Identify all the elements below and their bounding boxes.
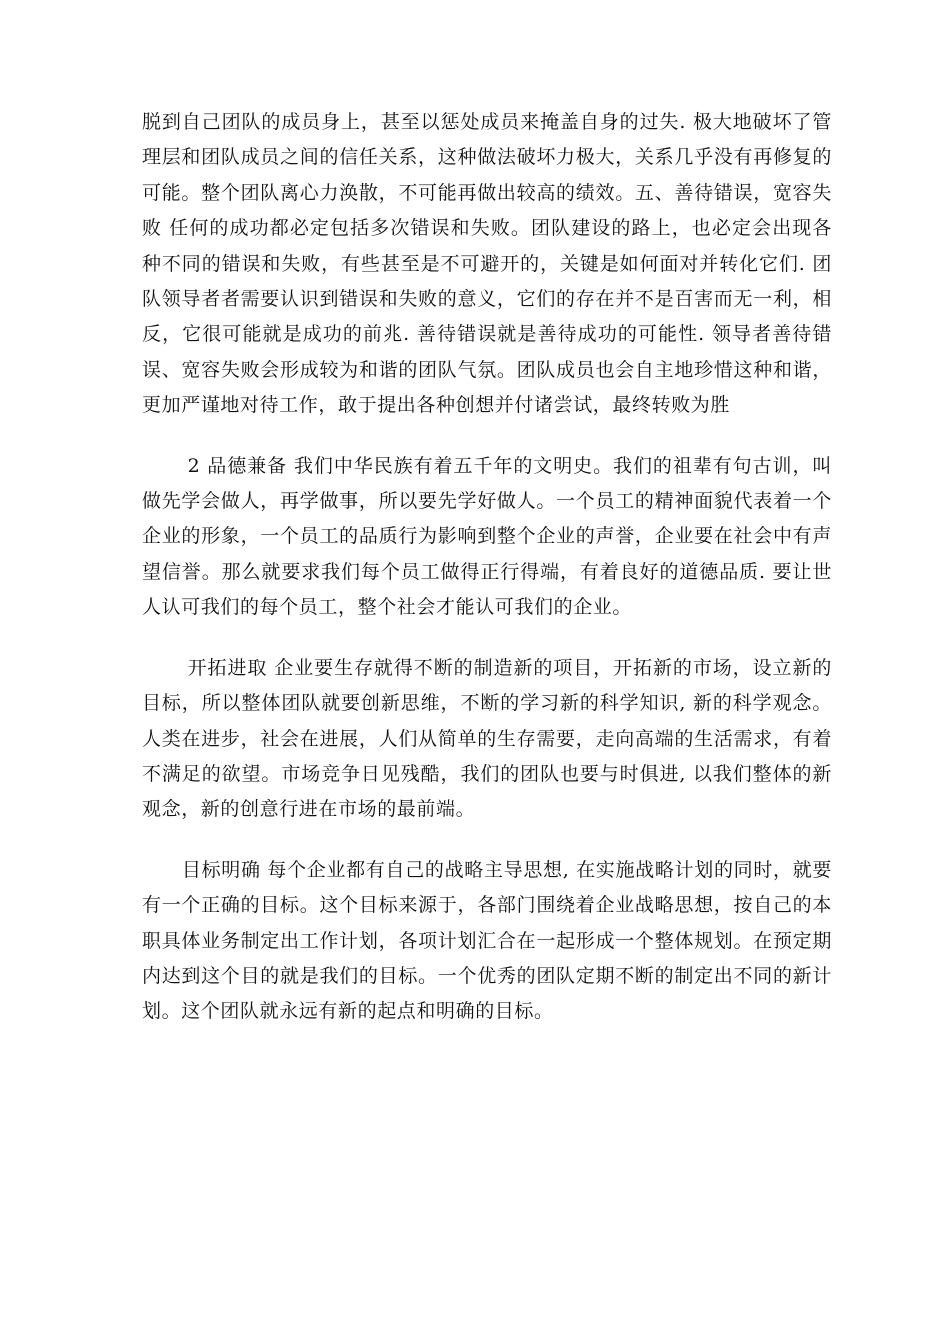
paragraph-moral-character: 2 品德兼备 我们中华民族有着五千年的文明史。我们的祖辈有句古训，叫做先学会做人，再学做事，所以要先学好做人。一个员工的精神面貌代表着一个企业的形象，一个员工的品质行为影响到整个企业的声誉，企业要在社会中有声望信誉。那么就要求我们每个员工做得正行得端，有着良好的道德品质. 要让世人认可我们的每个员工，整个社会才能认可我们的企业。 bbox=[142, 454, 832, 619]
paragraph-team-mistakes: 脱到自己团队的成员身上，甚至以惩处成员来掩盖自身的过失. 极大地破坏了管理层和团队成员之间的信任关系，这种做法破坏力极大，关系几乎没有再修复的可能。整个团队离心力涣散，不可能再做出较高的绩效。五、善待错误，宽容失败 任何的成功都必定包括多次错误和失败。团队建设的路上，也必定会出现各种不同的错误和失败，有些甚至是不可避开的，关键是如何面对并转化它们. 团队领导者者需要认识到错误和失败的意义，它们的存在并不是百害而无一利，相反，它很可能就是成功的前兆. 善待错误就是善待成功的可能性. 领导者善待错误、宽容失败会形成较为和谐的团队气氛。团队成员也会自主地珍惜这种和谐，更加严谨地对待工作，敢于提出各种创想并付诸尝试，最终转败为胜 bbox=[142, 111, 832, 417]
document-page bbox=[142, 105, 832, 1030]
paragraph-pioneering: 开拓进取 企业要生存就得不断的制造新的项目，开拓新的市场，设立新的目标，所以整体团队就要创新思维，不断的学习新的科学知识, 新的科学观念。人类在进步，社会在进展，人们从简单的生存需要，走向高端的生活需求，有着不满足的欲望。市场竞争日见残酷，我们的团队也要与时俱进, 以我们整体的新观念，新的创意行进在市场的最前端。 bbox=[142, 656, 832, 821]
paragraph-clear-goals: 目标明确 每个企业都有自己的战略主导思想, 在实施战略计划的同时，就要有一个正确的目标。这个目标来源于，各部门围绕着企业战略思想，按自己的本职具体业务制定出工作计划，各项计划汇合在一起形成一个整体规划。在预定期内达到这个目的就是我们的目标。一个优秀的团队定期不断的制定出不同的新计划。这个团队就永远有新的起点和明确的目标。 bbox=[142, 858, 832, 1023]
